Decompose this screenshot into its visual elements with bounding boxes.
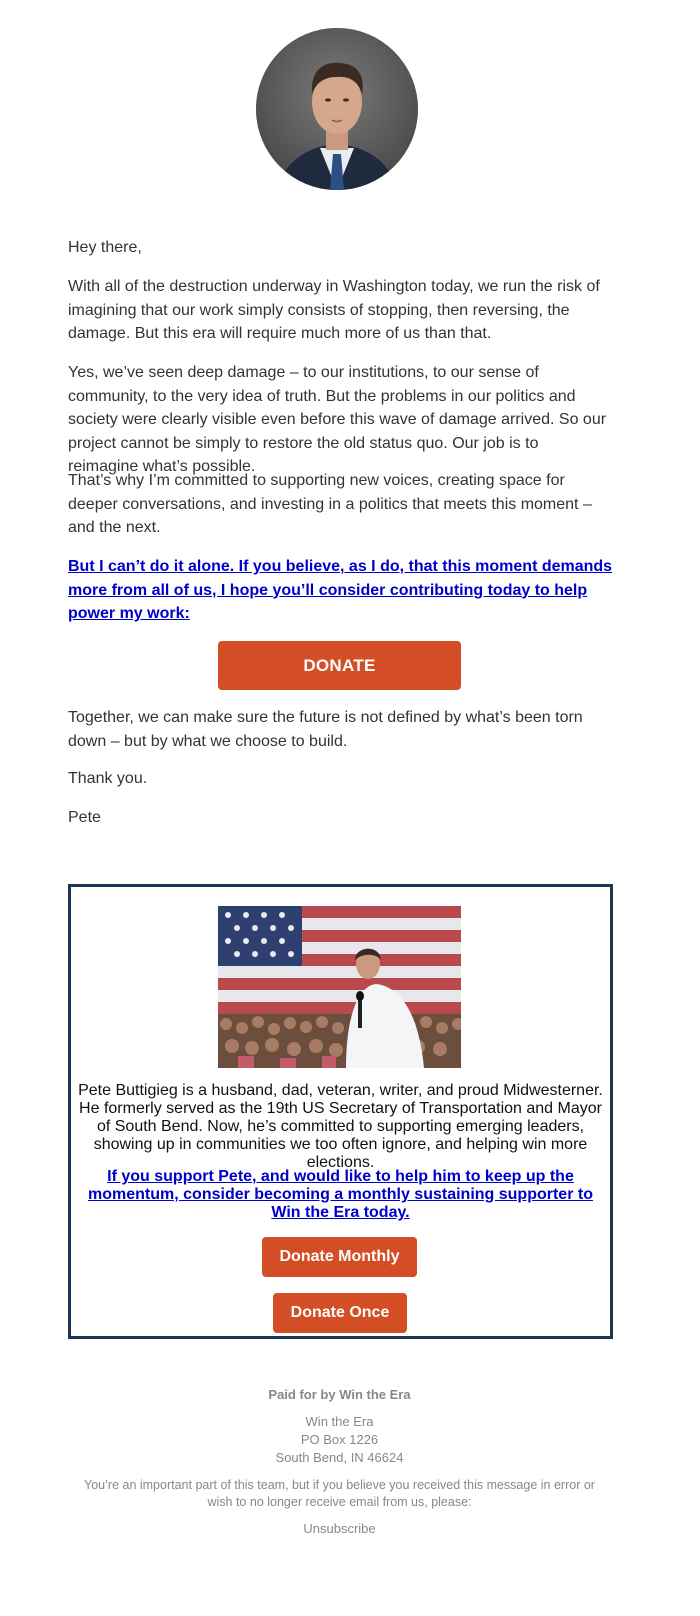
bio-text: Pete Buttigieg is a husband, dad, veteran, writer, and proud Midwesterner. He formerly served as the 19th US Secretary of Transportation and Mayor of South Bend. Now, he’s committed to supporting emerging leaders, showing up in communities we too often ignore, and helping win more elections. [78, 1082, 603, 1171]
avatar-photo [256, 28, 418, 190]
donate-button[interactable]: DONATE [218, 641, 461, 690]
paragraph-2: Yes, we’ve seen deep damage – to our institutions, to our sense of community, to the very idea of truth. But the problems in our politics and society were clearly visible even before this wave of damage arrived. So our project cannot be simply to restore the old status quo. Our job is to reimagine what’s possible. [68, 364, 607, 475]
paragraph-4: Together, we can make sure the future is not defined by what’s been torn down – but by what we choose to build. [68, 709, 583, 750]
rally-photo [218, 906, 461, 1068]
contribute-link[interactable]: But I can’t do it alone. If you believe, as I do, that this moment demands more from all of us, I hope you’ll consider contributing today to help power my work: [68, 558, 613, 622]
donate-once-button[interactable]: Donate Once [273, 1293, 407, 1333]
signature-text: Pete [68, 809, 101, 826]
footer-notice: You’re an important part of this team, but if you believe you received this message in error or wish to no longer receive email from us, please: [84, 1478, 595, 1509]
unsubscribe-link[interactable]: Unsubscribe [303, 1521, 376, 1536]
thanks-text: Thank you. [68, 770, 148, 787]
greeting-text: Hey there, [68, 239, 142, 256]
footer-po-box: PO Box 1226 [300, 1432, 379, 1447]
portrait-image [256, 28, 418, 190]
paragraph-1: With all of the destruction underway in Washington today, we run the risk of imagining that our work simply consists of stopping, then reversing, the damage. But this era will require much more of us than that. [68, 278, 600, 342]
footer-org-name: Win the Era [305, 1414, 374, 1429]
monthly-support-link[interactable]: If you support Pete, and would like to help him to keep up the momentum, consider becoming a monthly sustaining supporter to Win the Era today. [88, 1168, 593, 1221]
footer-city: South Bend, IN 46624 [275, 1450, 404, 1465]
paid-for-text: Paid for by Win the Era [268, 1387, 411, 1402]
paragraph-3: That’s why I’m committed to supporting new voices, creating space for deeper conversations, and investing in a politics that meets this moment – and the next. [68, 472, 592, 536]
donate-monthly-button[interactable]: Donate Monthly [262, 1237, 417, 1277]
rally-image [218, 906, 461, 1068]
